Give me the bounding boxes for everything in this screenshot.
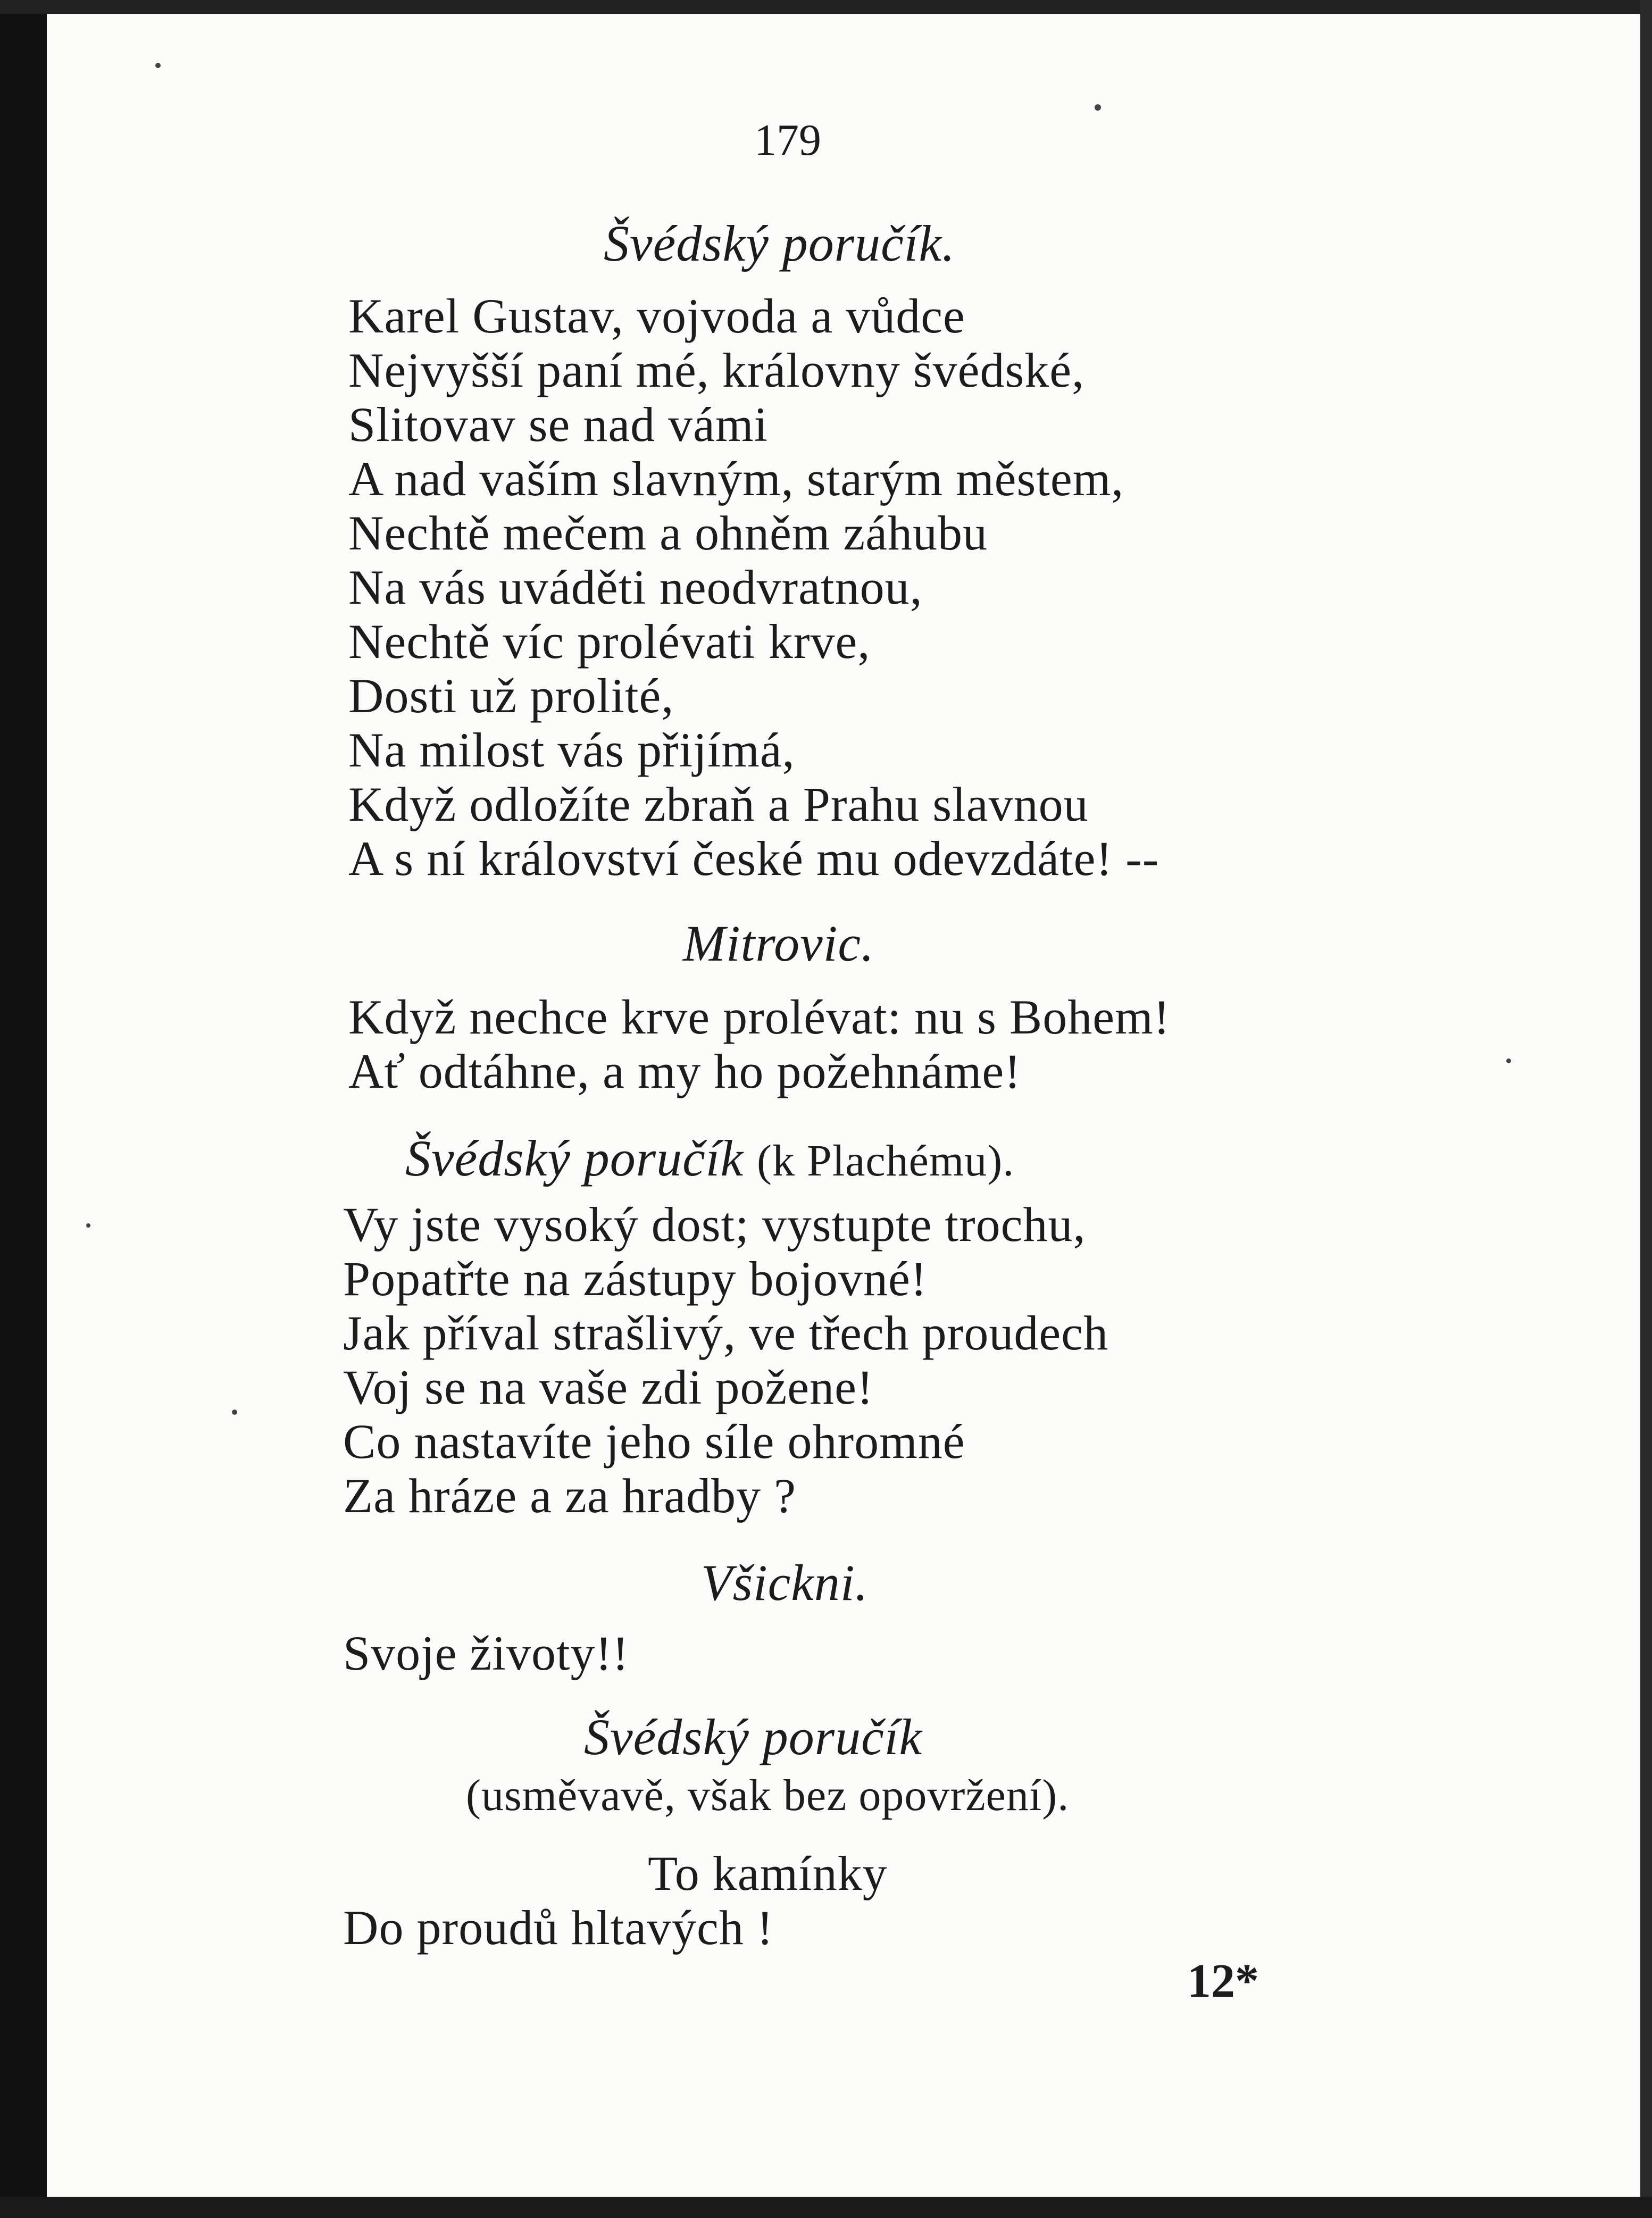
- scan-speck: [1506, 1058, 1511, 1063]
- stage-direction: (k Plachému).: [757, 1136, 1015, 1186]
- verse-line: Karel Gustav, vojvoda a vůdce: [348, 289, 965, 343]
- verse-line: Na milost vás přijímá,: [348, 723, 795, 777]
- verse-line: Za hráze a za hradby ?: [343, 1469, 796, 1523]
- speaker-heading: Mitrovic.: [683, 915, 874, 972]
- verse-line: Dosti už prolité,: [348, 669, 674, 723]
- verse-line: Ať odtáhne, a my ho požehnáme!: [348, 1044, 1021, 1098]
- scan-edge-right: [1640, 0, 1652, 2218]
- verse-line: Nechtě víc prolévati krve,: [348, 614, 871, 669]
- scan-speck: [1095, 104, 1101, 111]
- scan-speck: [232, 1410, 237, 1415]
- verse-line: Co nastavíte jeho síle ohromné: [343, 1414, 965, 1469]
- scan-edge-bottom: [0, 2197, 1652, 2218]
- scan-edge-left: [0, 0, 47, 2218]
- verse-line: Svoje životy!!: [343, 1626, 629, 1680]
- verse-line: Popatřte na zástupy bojovné!: [343, 1252, 928, 1306]
- verse-line: A nad vaším slavným, starým městem,: [348, 452, 1124, 506]
- verse-line: Když nechce krve prolévat: nu s Bohem!: [348, 990, 1171, 1044]
- verse-line: To kamínky: [648, 1846, 888, 1900]
- speaker-heading: Švédský poručík: [584, 1708, 923, 1765]
- speaker-heading: [405, 1130, 1015, 1187]
- verse-line: Do proudů hltavých !: [343, 1900, 774, 1955]
- signature-mark: 12*: [1187, 1955, 1259, 2007]
- verse-line: A s ní království české mu odevzdáte! --: [348, 831, 1159, 886]
- page-number: 179: [754, 115, 821, 165]
- verse-line: Voj se na vaše zdi požene!: [343, 1360, 874, 1414]
- verse-line: Na vás uváděti neodvratnou,: [348, 560, 923, 614]
- scan-speck: [86, 1223, 90, 1228]
- speaker-name: Švédský poručík: [405, 1130, 744, 1187]
- verse-line: Nejvyšší paní mé, královny švédské,: [348, 343, 1085, 397]
- speaker-heading: Všickni.: [701, 1554, 869, 1611]
- verse-line: Nechtě mečem a ohněm záhubu: [348, 506, 988, 560]
- verse-line: Když odložíte zbraň a Prahu slavnou: [348, 777, 1089, 831]
- verse-line: Slitovav se nad vámi: [348, 397, 769, 452]
- stage-direction: (usměvavě, však bez opovržení).: [466, 1771, 1070, 1820]
- verse-line: Vy jste vysoký dost; vystupte trochu,: [343, 1197, 1086, 1252]
- scan-edge-top: [0, 0, 1652, 14]
- scan-speck: [155, 63, 161, 68]
- speaker-heading: Švédský poručík.: [604, 215, 956, 272]
- verse-line: Jak příval strašlivý, ve třech proudech: [343, 1306, 1108, 1360]
